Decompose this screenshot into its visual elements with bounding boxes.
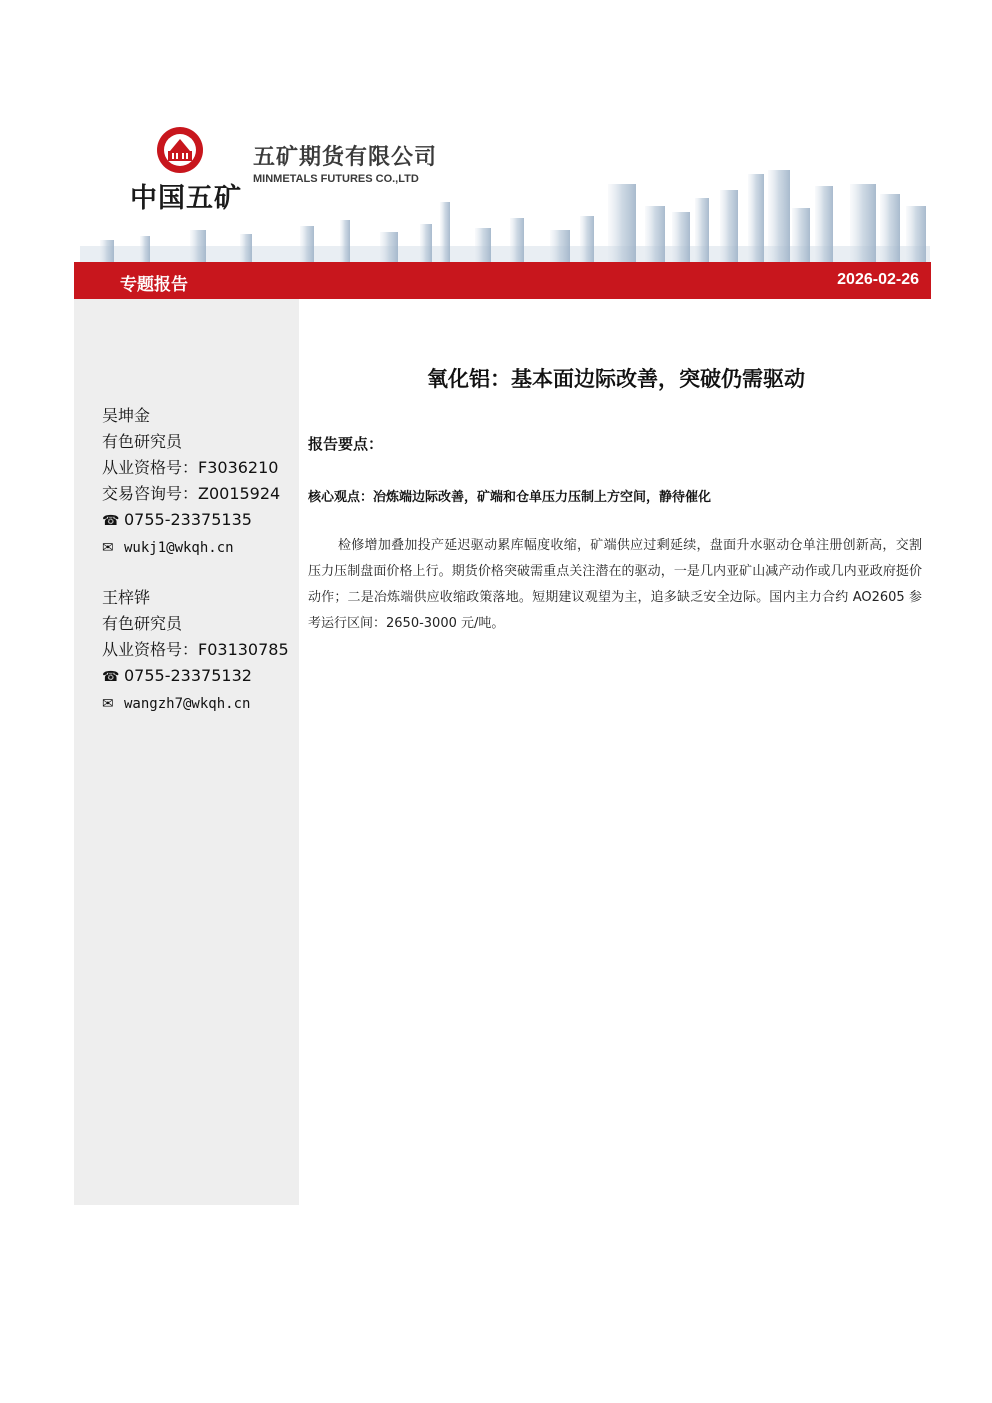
author-card (102, 585, 289, 717)
author-email-address[interactable]: wangzh7@wkqh.cn (124, 696, 251, 712)
phone-icon: ☎ (102, 513, 120, 529)
section-heading: 报告要点： (308, 435, 384, 453)
author-name: 王梓铧 (102, 588, 151, 607)
page-header (0, 0, 992, 300)
author-license: 从业资格号：F03130785 (102, 640, 289, 659)
author-phone-number: 0755-23375132 (124, 666, 252, 685)
core-view: 核心观点：冶炼端边际改善，矿端和仓单压力压制上方空间，静待催化 (308, 490, 712, 505)
author-phone (102, 663, 289, 690)
city-skyline-image (80, 150, 930, 262)
company-name-en: MINMETALS FUTURES CO.,LTD (253, 173, 419, 185)
report-title: 氧化铝：基本面边际改善，突破仍需驱动 (427, 367, 805, 391)
author-phone-number: 0755-23375135 (124, 510, 252, 529)
report-type-banner (74, 262, 931, 299)
author-email[interactable] (102, 534, 280, 561)
author-card (102, 403, 280, 561)
phone-icon: ☎ (102, 669, 120, 685)
envelope-icon: ✉ (102, 696, 114, 712)
author-sidebar (74, 299, 299, 1205)
author-phone (102, 507, 280, 534)
author-consult-license: 交易咨询号：Z0015924 (102, 484, 281, 503)
company-name-cn: 五矿期货有限公司 (253, 145, 438, 170)
author-license: 从业资格号：F3036210 (102, 458, 279, 477)
report-type-label: 专题报告 (120, 275, 188, 295)
author-email[interactable] (102, 690, 289, 717)
brand-cn: 中国五矿 (130, 183, 242, 214)
author-role: 有色研究员 (102, 432, 183, 451)
envelope-icon: ✉ (102, 540, 114, 556)
report-date: 2026-02-26 (837, 271, 919, 288)
summary-paragraph: 检修增加叠加投产延迟驱动累库幅度收缩，矿端供应过剩延续，盘面升水驱动仓单注册创新高，交割压力压制盘面价格上行。期货价格突破需重点关注潜在的驱动，一是几内亚矿山减产动作或几内亚政府挺价动作；二是冶炼端供应收缩政策落地。短期建议观望为主，追多缺乏安全边际。国内主力合约 AO2605 参考运行区间：2650-3000 元/吨。 (308, 538, 922, 631)
author-name: 吴坤金 (102, 406, 151, 425)
author-role: 有色研究员 (102, 614, 183, 633)
author-email-address[interactable]: wukj1@wkqh.cn (124, 540, 234, 556)
